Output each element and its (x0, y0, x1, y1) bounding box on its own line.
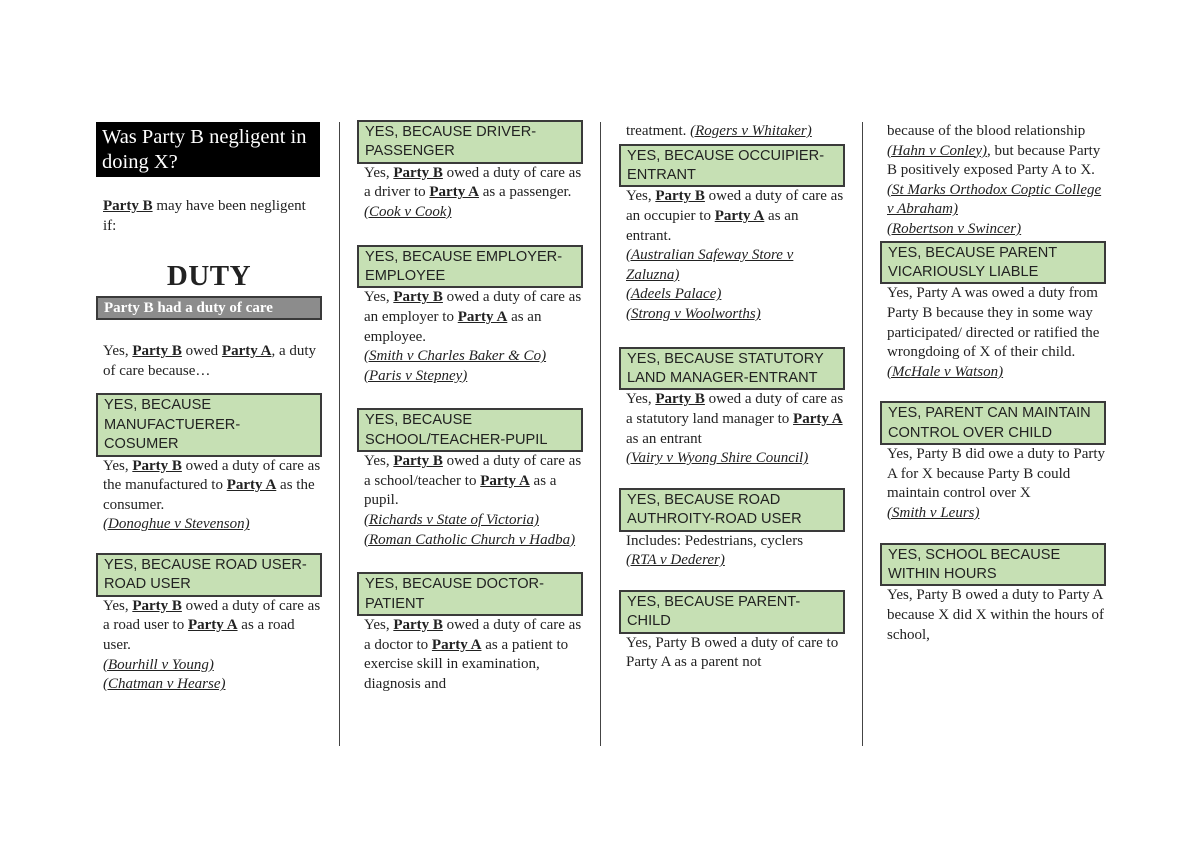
case-citation: (Roman Catholic Church v Hadba) (364, 531, 576, 548)
text: owed a duty of care as an employer to (364, 289, 582, 325)
case-citation: (Smith v Charles Baker & Co) (364, 348, 547, 365)
doctor-continued (626, 122, 845, 142)
case-citation: (Paris v Stepney) (364, 367, 468, 384)
case-citation: (McHale v Watson) (887, 363, 1004, 380)
party-b-ref: Party B (393, 164, 443, 181)
text: Yes, Party A was owed a duty from Party B because they in some way participated/ directed or ratified the wrongdoing of X of their child. (887, 285, 1100, 361)
employer-heading: YES, BECAUSE EMPLOYER-EMPLOYEE (357, 245, 583, 289)
case-citation: (Chatman v Hearse) (103, 676, 226, 693)
duty-intro (103, 342, 322, 381)
text: Includes: Pedestrians, cyclers (626, 532, 804, 549)
road-authority-heading: YES, BECAUSE ROAD AUTHROITY-ROAD USER (619, 488, 845, 532)
parent-continued (887, 122, 1106, 240)
vicarious-heading: YES, BECAUSE PARENT VICARIOUSLY LIABLE (880, 241, 1106, 285)
case-citation: (Strong v Woolworths) (626, 305, 761, 322)
text: owed a duty of care as the manufactured to (103, 457, 321, 494)
text: Yes, Party B did owe a duty to Party A for X because Party B could maintain control over X (887, 446, 1106, 502)
parent-text: Yes, Party B owed a duty of care to Party A as a parent not (626, 634, 839, 671)
column-divider-3 (862, 122, 863, 746)
text: as a passenger. (478, 184, 572, 201)
school-heading: YES, BECAUSE SCHOOL/TEACHER-PUPIL (357, 408, 583, 452)
party-b-ref: Party B (393, 289, 443, 306)
text: Yes, (103, 343, 133, 360)
intro-text (103, 197, 322, 236)
case-citation: (Cook v Cook) (364, 204, 452, 220)
road-user-heading: YES, BECAUSE ROAD USER-ROAD USER (96, 553, 322, 597)
text: as a patient to exercise skill in examination, diagnosis and (364, 636, 569, 692)
text: Yes, (364, 453, 394, 470)
control-heading: YES, PARENT CAN MAINTAIN CONTROL OVER CHILD (880, 401, 1106, 445)
party-a-ref: Party A (221, 343, 272, 360)
party-a-ref: Party A (226, 477, 277, 494)
statutory-text (626, 390, 845, 468)
occupier-heading: YES, BECAUSE OCCUIPIER-ENTRANT (619, 144, 845, 188)
road-user-text (103, 597, 322, 695)
text: owed a duty of care as a driver to (364, 164, 582, 201)
party-a-ref: Party A (480, 472, 530, 489)
doctor-text (364, 616, 583, 694)
doctor-heading: YES, BECAUSE DOCTOR-PATIENT (357, 572, 583, 616)
text: Yes, (103, 597, 133, 614)
vicarious-text (887, 284, 1106, 382)
occupier-text (626, 187, 845, 324)
text: owed a duty of care as a school/teacher to (364, 453, 582, 489)
column-divider-2 (600, 122, 601, 746)
text: Yes, (364, 289, 394, 306)
text: Yes, (364, 164, 394, 181)
text: because of the blood relationship (887, 123, 1086, 139)
case-citation: (Donoghue v Stevenson) (103, 516, 250, 533)
column-1 (96, 122, 322, 695)
text: owed (181, 343, 222, 360)
party-b-ref: Party B (655, 188, 705, 205)
text: , a duty of care because… (103, 343, 317, 379)
case-citation: (Adeels Palace) (626, 286, 722, 303)
case-citation: (Rogers v Whitaker) (690, 123, 812, 139)
party-b-ref: Party B (132, 343, 182, 360)
duty-subheading: Party B had a duty of care (96, 296, 322, 320)
control-text (887, 445, 1106, 523)
column-3 (619, 120, 845, 673)
text: owed a duty of care as a doctor to (364, 616, 582, 653)
text: as a road user. (103, 617, 295, 653)
column-divider-1 (339, 122, 340, 746)
duty-heading: DUTY (166, 260, 252, 293)
case-citation: (Richards v State of Victoria) (364, 511, 539, 528)
case-citation: (Robertson v Swincer) (887, 220, 1022, 237)
text: owed a duty of care as an occupier to (626, 188, 844, 224)
case-citation: (Hahn v Conley) (887, 142, 987, 159)
text: owed a duty of care as a statutory land manager to (626, 391, 844, 427)
party-a-ref: Party A (793, 410, 843, 427)
statutory-heading: YES, BECAUSE STATUTORY LAND MANAGER-ENTRANT (619, 347, 845, 391)
parent-heading: YES, BECAUSE PARENT-CHILD (619, 590, 845, 634)
intro-rest: may have been negligent if: (103, 198, 306, 234)
page-title: Was Party B negligent in doing X? (96, 122, 320, 177)
text: as the consumer. (103, 477, 315, 513)
text: as a pupil. (364, 472, 557, 509)
party-b-ref: Party B (103, 198, 153, 214)
text: as an entrant. (626, 208, 799, 244)
party-a-ref: Party A (429, 184, 479, 201)
case-citation: (Vairy v Wyong Shire Council) (626, 450, 809, 467)
party-b-ref: Party B (393, 616, 443, 633)
case-citation: (Bourhill v Young) (103, 656, 214, 673)
column-2 (357, 120, 583, 694)
school-text (364, 452, 583, 550)
party-a-ref: Party A (457, 309, 508, 325)
text: as an employee. (364, 309, 542, 345)
text: treatment. (626, 123, 691, 139)
party-b-ref: Party B (655, 391, 705, 408)
text: Yes, (626, 188, 656, 205)
text: Yes, (364, 616, 394, 633)
party-a-ref: Party A (431, 636, 482, 653)
party-b-ref: Party B (132, 597, 182, 614)
driver-heading: YES, BECAUSE DRIVER-PASSENGER (357, 120, 583, 164)
party-a-ref: Party A (187, 617, 238, 634)
school-hours-heading: YES, SCHOOL BECAUSE WITHIN HOURS (880, 543, 1106, 587)
text: as an entrant (626, 430, 702, 447)
employer-text (364, 288, 583, 386)
text: Yes, (103, 457, 133, 474)
text: owed a duty of care as a road user to (103, 597, 321, 634)
case-citation: (RTA v Dederer) (626, 552, 725, 569)
party-b-ref: Party B (393, 453, 443, 470)
manufacturer-heading: YES, BECAUSE MANUFACTUERER-COSUMER (96, 393, 322, 456)
party-a-ref: Party A (714, 208, 765, 224)
road-authority-text (626, 532, 845, 571)
case-citation: (St Marks Orthodox Coptic College v Abraham) (887, 181, 1102, 218)
school-hours-text: Yes, Party B owed a duty to Party A because X did X within the hours of school, (887, 587, 1105, 643)
manufacturer-text (103, 457, 322, 535)
party-b-ref: Party B (132, 457, 182, 474)
column-4 (880, 120, 1106, 645)
case-citation: (Australian Safeway Store v Zaluzna) (626, 247, 794, 283)
text: Yes, (626, 391, 656, 408)
driver-text (364, 164, 583, 223)
text: , but because Party B positively exposed Party A to X. (887, 142, 1101, 179)
case-citation: (Smith v Leurs) (887, 504, 980, 521)
